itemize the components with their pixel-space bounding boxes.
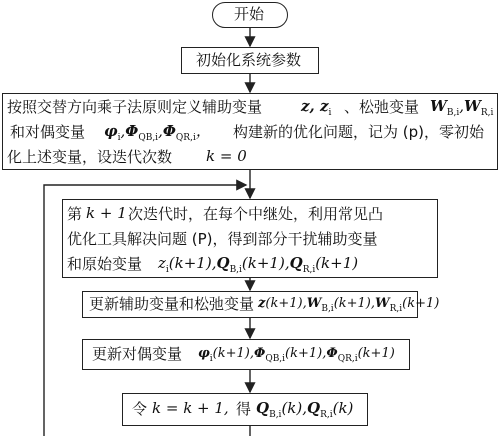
step1-k-init: k = 0 xyxy=(206,147,247,165)
step2-line3-prefix: 和原始变量 xyxy=(67,255,143,273)
step2-line3-math: $z_i(k+1),Q_{B,i}(k+1),Q_{R,i}(k+1)$ xyxy=(158,254,359,275)
step4-math: $\varphi_i(k+1),\Phi_{QB,i}(k+1),\Phi_{QR,i}(k+1)$ xyxy=(198,346,395,364)
step1-slack-label: 、松弛变量 xyxy=(344,98,420,116)
step1-line2-suffix: 构建新的优化问题，记为 (p)，零初始 xyxy=(233,123,484,141)
step2-line1-b: 次迭代时，在每个中继处，利用常见凸 xyxy=(128,205,384,223)
step1-slack-vars: $W_{B,i},W_{R,i}$ xyxy=(430,97,494,118)
start-label: 开始 xyxy=(234,5,265,23)
step5-prefix: 令 xyxy=(132,400,148,418)
step2-line1-a: 第 xyxy=(67,205,83,223)
step1-aux-vars: z, $z_i$ xyxy=(301,97,332,118)
step1-line3-text: 化上述变量，设迭代次数 xyxy=(7,148,173,166)
step5-math: $Q_{B,i}(k),Q_{R,i}(k)$ xyxy=(256,399,354,420)
step3-prefix: 更新辅助变量和松弛变量 xyxy=(89,295,255,313)
step5-k-assign: k = k + 1, xyxy=(152,399,229,417)
step4-prefix: 更新对偶变量 xyxy=(92,345,183,363)
step1-line2-prefix: 和对偶变量 xyxy=(10,123,86,141)
step1-line1-text: 按照交替方向乘子法原则定义辅助变量 xyxy=(7,98,263,116)
step2-k-plus-1: k + 1 xyxy=(86,204,127,222)
init-label: 初始化系统参数 xyxy=(196,51,302,69)
step1-dual-vars: $\varphi_i,\Phi_{QB,i},\Phi_{QR,i}$， xyxy=(104,122,211,143)
step2-line2: 优化工具解决问题 (P)，得到部分干扰辅助变量 xyxy=(67,230,378,248)
step5-mid: 得 xyxy=(236,400,252,418)
step3-math: $z(k+1),W_{B,i}(k+1),W_{R,i}(k+1)$ xyxy=(258,296,440,314)
